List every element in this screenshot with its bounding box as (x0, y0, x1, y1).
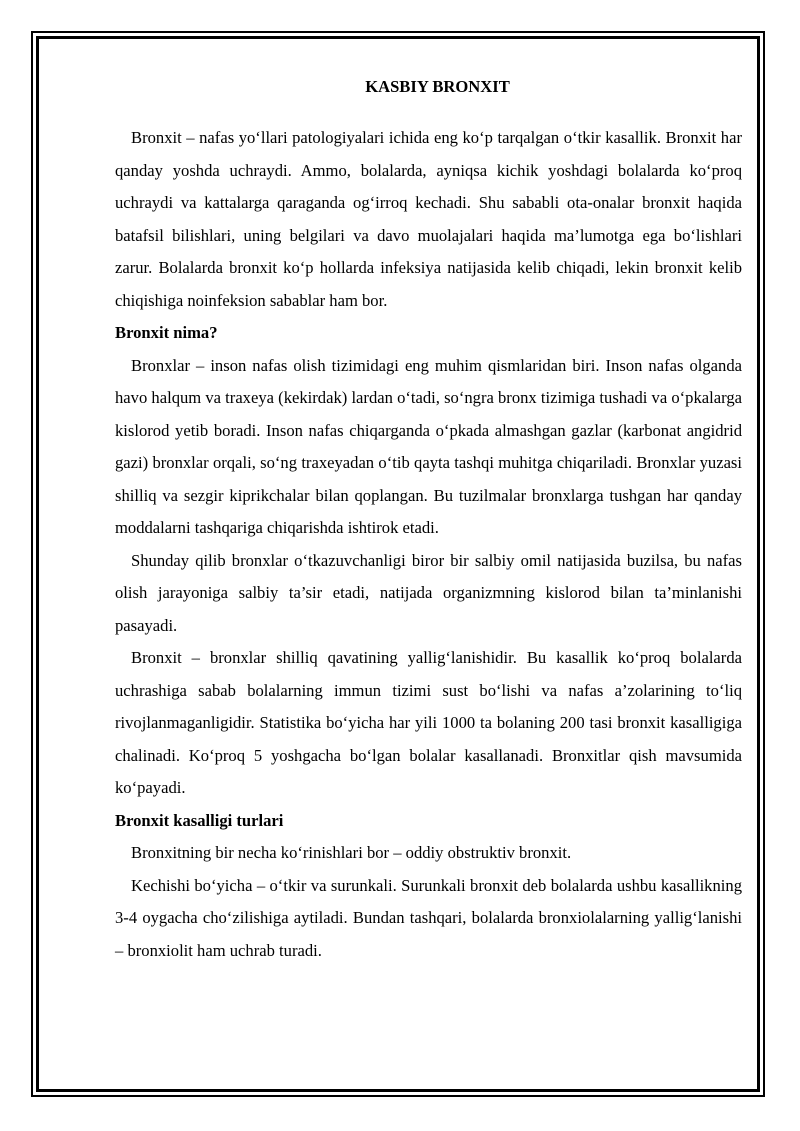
document-body (115, 70, 742, 967)
paragraph-intro: Bronxit – nafas yo‘llari patologiyalari ichida eng ko‘p tarqalgan o‘tkir kasallik. Bronxit har qanday yoshda uchraydi. Ammo, bolalarda, ayniqsa kichik yoshdagi bolalarda ko‘proq uchraydi va kattalarga qaraganda og‘irroq kechadi. Shu sababli ota-onalar bronxit haqida batafsil bilishlari, uning belgilari va davo muolajalari haqida ma’lumotga ega bo‘lishlari zarur. Bolalarda bronxit ko‘p hollarda infeksiya natijasida kelib chiqadi, lekin bronxit kelib chiqishiga noinfeksion sabablar ham bor. (115, 128, 742, 310)
section-heading-what-is-bronchitis: Bronxit nima? (115, 323, 218, 342)
paragraph-definition: Bronxit – bronxlar shilliq qavatining yallig‘lanishidir. Bu kasallik ko‘proq bolalarda uchrashiga sabab bolalarning immun tizimi sust bo‘lishi va nafas a’zolarining to‘liq rivojlanmaganligidir. Statistika bo‘yicha har yili 1000 ta bolaning 200 tasi bronxit kasalligiga chalinadi. Ko‘proq 5 yoshgacha bo‘lgan bolalar kasallanadi. Bronxitlar qish mavsumida ko‘payadi. (115, 648, 742, 797)
paragraph-conductivity: Shunday qilib bronxlar o‘tkazuvchanligi biror bir salbiy omil natijasida buzilsa, bu nafas olish jarayoniga salbiy ta’sir etadi, natijada organizmning kislorod bilan ta’minlanishi pasayadi. (115, 550, 742, 635)
document-title: KASBIY BRONXIT (365, 77, 510, 96)
section-heading-types: Bronxit kasalligi turlari (115, 810, 284, 830)
paragraph-forms: Bronxitning bir necha ko‘rinishlari bor – oddiy obstruktiv bronxit. (131, 843, 572, 862)
paragraph-bronchi: Bronxlar – inson nafas olish tizimidagi eng muhim qismlaridan biri. Inson nafas olganda havo halqum va traxeya (kekirdak) lardan o‘tadi, so‘ngra bronx tizimiga tushadi va o‘pkalarga kislorod yetib boradi. Inson nafas chiqarganda o‘pkada almashgan gazlar (karbonat angidrid gazi) bronxlar orqali, so‘ng traxeyadan o‘tib qayta tashqi muhitga chiqariladi. Bronxlar yuzasi shilliq va sezgir kiprikchalar bilan qoplangan. Bu tuzilmalar bronxlarga tushgan har qanday moddalarni tashqariga chiqarishda ishtirok etadi. (115, 355, 742, 537)
paragraph-course: Kechishi bo‘yicha – o‘tkir va surunkali. Surunkali bronxit deb bolalarda ushbu kasallikning 3-4 oygacha cho‘zilishiga aytiladi. Bundan tashqari, bolalarda bronxiolalarning yallig‘lanishi – bronxiolit ham uchrab turadi. (115, 875, 742, 960)
